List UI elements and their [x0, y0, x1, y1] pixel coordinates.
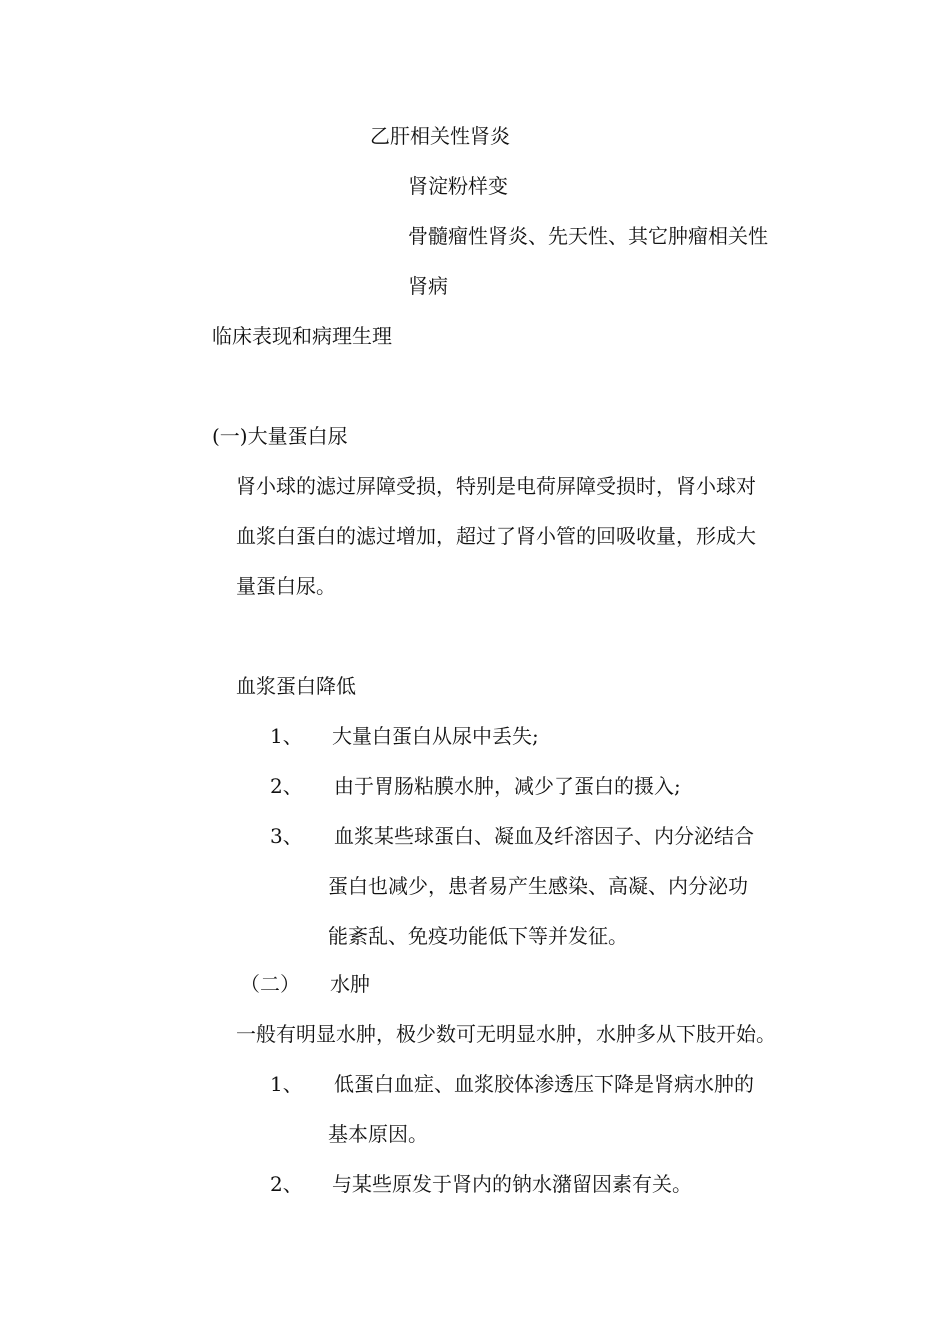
list-item-amyloidosis: 肾淀粉样变 [408, 174, 508, 198]
list-number: 2、 [270, 1172, 303, 1196]
paragraph-line: 量蛋白尿。 [236, 574, 336, 598]
list-item-hbv-nephritis: 乙肝相关性肾炎 [370, 124, 510, 148]
list-number: 1、 [270, 724, 303, 748]
list-item-text: 血浆某些球蛋白、凝血及纤溶因子、内分泌结合 [334, 824, 754, 848]
list-number: 3、 [270, 824, 303, 848]
section-heading-clinical: 临床表现和病理生理 [212, 324, 392, 348]
section-number: （二） [240, 972, 300, 996]
list-item-text: 基本原因。 [328, 1122, 428, 1146]
list-item-nephropathy: 肾病 [408, 274, 448, 298]
paragraph-line: 血浆白蛋白的滤过增加，超过了肾小管的回吸收量，形成大 [236, 524, 756, 548]
list-item-text: 与某些原发于肾内的钠水潴留因素有关。 [332, 1172, 692, 1196]
list-item-text: 蛋白也减少，患者易产生感染、高凝、内分泌功 [328, 874, 748, 898]
list-item-text: 低蛋白血症、血浆胶体渗透压下降是肾病水肿的 [334, 1072, 754, 1096]
section-title-edema: 水肿 [330, 972, 370, 996]
list-item-text: 能紊乱、免疫功能低下等并发征。 [328, 924, 628, 948]
list-item-text: 大量白蛋白从尿中丢失; [332, 724, 539, 748]
subsection-title-hypoproteinemia: 血浆蛋白降低 [236, 674, 356, 698]
list-number: 1、 [270, 1072, 303, 1096]
paragraph-line: 肾小球的滤过屏障受损，特别是电荷屏障受损时，肾小球对 [236, 474, 756, 498]
list-item-text: 由于胃肠粘膜水肿，减少了蛋白的摄入; [334, 774, 681, 798]
list-item-myeloma: 骨髓瘤性肾炎、先天性、其它肿瘤相关性 [408, 224, 768, 248]
section-title-proteinuria: (一)大量蛋白尿 [212, 424, 348, 448]
list-number: 2、 [270, 774, 303, 798]
paragraph-line: 一般有明显水肿，极少数可无明显水肿，水肿多从下肢开始。 [236, 1022, 776, 1046]
